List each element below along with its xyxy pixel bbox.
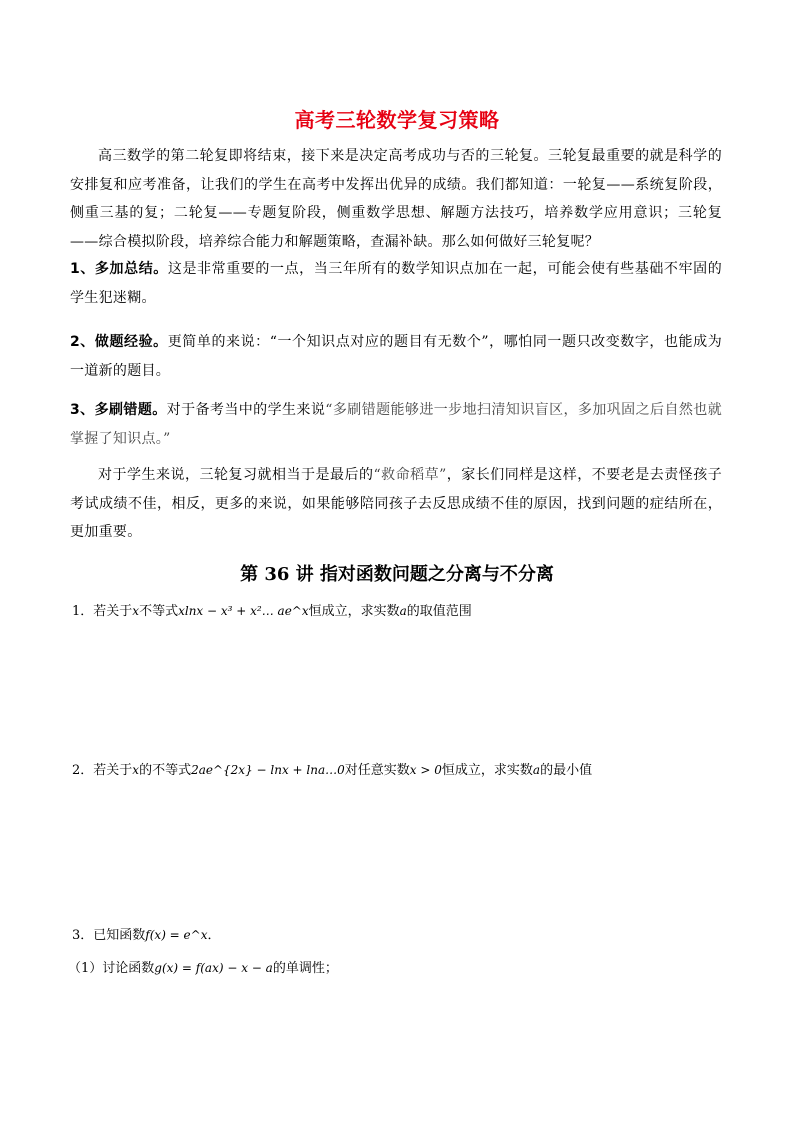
function-expression: g(x) = f(ax) − x − a <box>154 961 273 975</box>
problem-text: 恒成立，求实数 <box>308 604 400 619</box>
tip-3 <box>70 396 722 453</box>
inequality-expression: xlnx − x³ + x²… ae^x <box>178 604 309 618</box>
problem-text: 已知函数 <box>93 928 146 943</box>
inequality-expression: 2ae^{2x} − lnx + lna…0 <box>191 763 345 777</box>
problem-text: 若关于 <box>93 604 133 619</box>
problem-2 <box>72 760 722 781</box>
tip-2 <box>70 328 722 385</box>
problem-number: 1． <box>72 604 94 619</box>
problem-number: 3． <box>72 928 94 943</box>
problem-text: ． <box>207 928 221 943</box>
tip-2-heading: 2、做题经验。 <box>70 334 168 350</box>
lecture-title: 第 36 讲 指对函数问题之分离与不分离 <box>240 564 554 585</box>
problem-text: 讨论函数 <box>102 961 155 976</box>
tip-3-quote: “多刷错题能够进一步地扫清知识盲区，多加巩固之后自然也就掌握了知识点。” <box>70 402 722 447</box>
closing-text-post: ，家长们同样是这样，不要老是去责怪孩子考试成绩不佳，相反，更多的来说，如果能够陪同孩子去反思成绩不佳的原因，找到问题的症结所在，更加重要。 <box>70 467 723 540</box>
closing-text-pre: 对于学生来说，三轮复习就相当于是最后的 <box>98 467 374 483</box>
variable: a <box>532 763 541 777</box>
tip-1 <box>70 255 722 312</box>
problem-text: 若关于 <box>93 763 133 778</box>
condition-expression: x > 0 <box>409 763 442 777</box>
subproblem-label: （1） <box>68 961 103 976</box>
problem-text: 的单调性； <box>272 961 338 976</box>
closing-quote: “救命稻草” <box>373 467 447 483</box>
tip-1-heading: 1、多加总结。 <box>70 261 168 277</box>
problem-text: 对任意实数 <box>344 763 410 778</box>
variable: x <box>132 763 140 777</box>
tip-2-body: 更简单的来说：“一个知识点对应的题目有无数个”，哪怕同一题只改变数字，也能成为一道新的题目。 <box>70 334 722 379</box>
tip-3-heading: 3、多刷错题。 <box>70 402 167 418</box>
tip-1-body: 这是非常重要的一点，当三年所有的数学知识点加在一起，可能会使有些基础不牢固的学生犯迷糊。 <box>70 261 722 306</box>
closing-paragraph <box>70 461 722 547</box>
tip-3-body: 对于备考当中的学生来说 <box>166 402 326 418</box>
intro-paragraph: 高三数学的第二轮复即将结束，接下来是决定高考成功与否的三轮复。三轮复最重要的就是科学的安排复和应考准备，让我们的学生在高考中发挥出优异的成绩。我们都知道：一轮复——系统复阶段，侧重三基的复；二轮复——专题复阶段，侧重数学思想、解题方法技巧，培养数学应用意识；三轮复——综合模拟阶段，培养综合能力和解题策略，查漏补缺。那么如何做好三轮复呢？ <box>70 148 722 250</box>
subproblem-1 <box>68 958 718 979</box>
problem-text: 恒成立，求实数 <box>441 763 533 778</box>
problem-text: 的最小值 <box>540 763 593 778</box>
problem-text: 的取值范围 <box>406 604 472 619</box>
variable: x <box>132 604 140 618</box>
problem-text: 的不等式 <box>139 763 192 778</box>
variable: a <box>399 604 407 618</box>
problem-3 <box>72 925 722 946</box>
problem-1 <box>72 601 722 622</box>
page-title: 高考三轮数学复习策略 <box>294 108 500 132</box>
problem-text: 不等式 <box>139 604 179 619</box>
function-expression: f(x) = e^x <box>145 928 208 942</box>
problem-number: 2． <box>72 763 94 778</box>
